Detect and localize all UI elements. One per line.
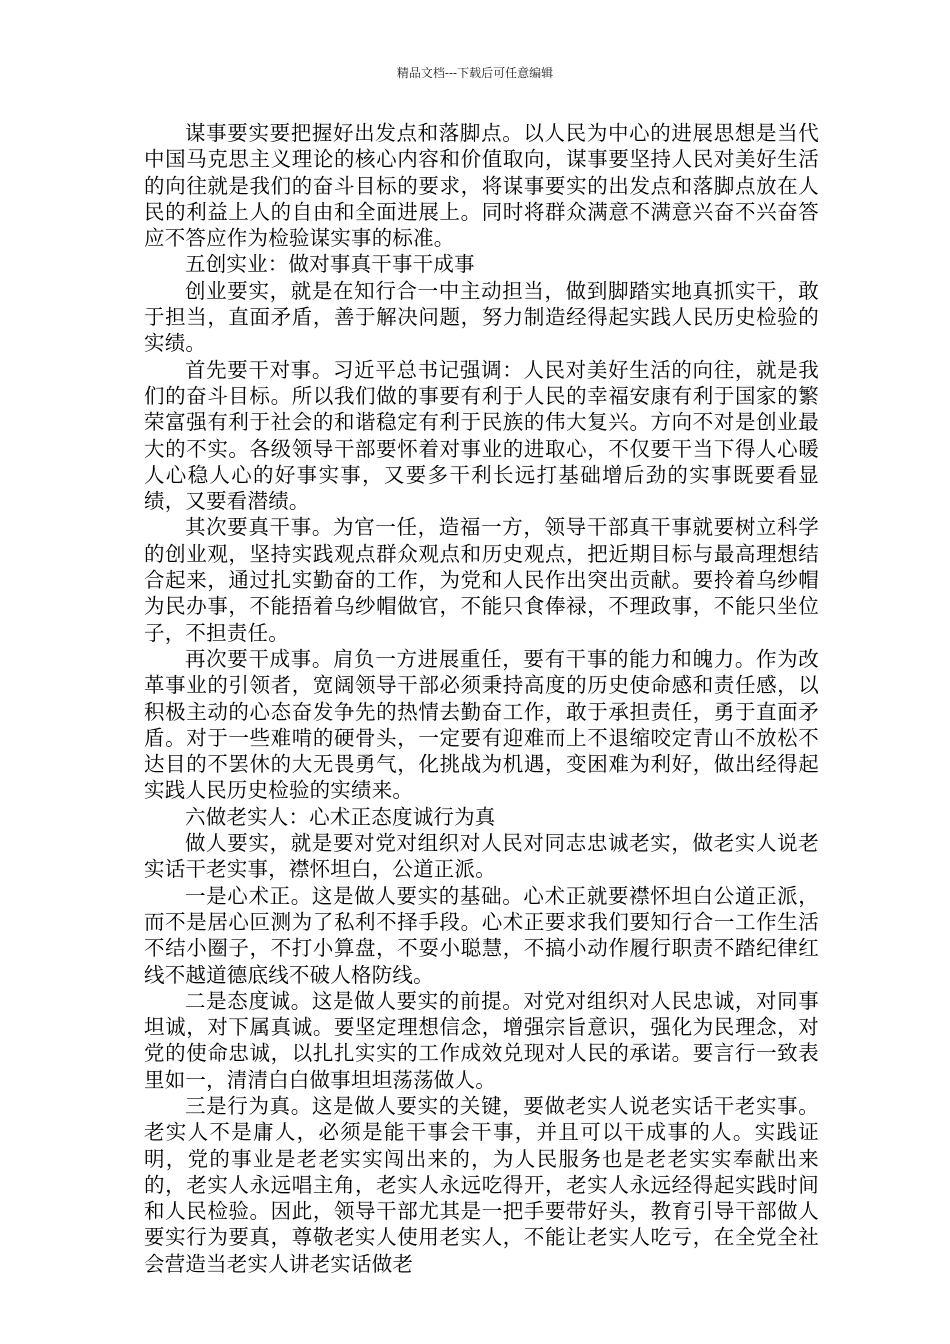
page-header: 精品文档---下载后可任意编辑 xyxy=(396,66,554,80)
paragraph-get-things-done: 再次要干成事。肩负一方进展重任，要有干事的能力和魄力。作为改革事业的引领者，宽阔领导干部必须秉持高度的历史使命感和责任感，以积极主动的心态奋发争先的热情去勤奋工作，敢于承担责任，勇于直面矛盾。对于一些难啃的硬骨头，一定要有迎难而上不退缩咬定青山不放松不达目的不罢休的大无畏勇气，化挑战为机遇，变困难为利好，做出经得起实践人民历史检验的实绩来。 xyxy=(144,646,819,803)
paragraph-sincere-attitude: 二是态度诚。这是做人要实的前提。对党对组织对人民忠诚，对同事坦诚，对下属真诚。要坚定理想信念，增强宗旨意识，强化为民理念，对党的使命忠诚，以扎扎实实的工作成效兑现对人民的承诺。要言行一致表里如一，清清白白做事坦坦荡荡做人。 xyxy=(144,988,819,1092)
paragraph-really-do-things: 其次要真干事。为官一任，造福一方，领导干部真干事就要树立科学的创业观，坚持实践观点群众观点和历史观点，把近期目标与最高理想结合起来，通过扎实勤奋的工作，为党和人民作出突出贡献。要拎着乌纱帽为民办事，不能捂着乌纱帽做官，不能只食俸禄，不理政事，不能只坐位子，不担责任。 xyxy=(144,515,819,645)
paragraph-be-honest-person: 做人要实，就是要对党对组织对人民对同志忠诚老实，做老实人说老实话干老实事，襟怀坦白，公道正派。 xyxy=(144,831,819,882)
section-heading-six: 六做老实人：心术正态度诚行为真 xyxy=(185,804,496,829)
paragraph-planning-practical: 谋事要实要把握好出发点和落脚点。以人民为中心的进展思想是当代中国马克思主义理论的核心内容和价值取向，谋事要坚持人民对美好生活的向往就是我们的奋斗目标的要求，将谋事要实的出发点和落脚点放在人民的利益上人的自由和全面进展上。同时将群众满意不满意兴奋不兴奋答应不答应作为检验谋实事的标准。 xyxy=(144,121,819,251)
paragraph-genuine-conduct: 三是行为真。这是做人要实的关键，要做老实人说老实话干老实事。老实人不是庸人，必须是能干事会干事，并且可以干成事的人。实践证明，党的事业是老老实实闯出来的，为人民服务也是老老实实奉献出来的，老实人永远唱主角，老实人永远吃得开，老实人永远经得起实践时间和人民检验。因此，领导干部尤其是一把手要带好头，教育引导干部做人要实行为要真，尊敬老实人使用老实人，不能让老实人吃亏，在全党全社会营造当老实人讲老实话做老 xyxy=(144,1093,819,1276)
paragraph-do-right-things: 首先要干对事。习近平总书记强调：人民对美好生活的向往，就是我们的奋斗目标。所以我们做的事要有利于人民的幸福安康有利于国家的繁荣富强有利于社会的和谐稳定有利于民族的伟大复兴。方向不对是创业最大的不实。各级领导干部要怀着对事业的进取心，不仅要干当下得人心暖人心稳人心的好事实事，又要多干利长远打基础增后劲的实事既要看显绩，又要看潜绩。 xyxy=(144,357,819,514)
section-heading-five: 五创实业：做对事真干事干成事 xyxy=(185,252,475,277)
paragraph-upright-mind: 一是心术正。这是做人要实的基础。心术正就要襟怀坦白公道正派，而不是居心叵测为了私利不择手段。心术正要求我们要知行合一工作生活不结小圈子，不打小算盘，不耍小聪慧，不搞小动作履行职责不踏纪律红线不越道德底线不破人格防线。 xyxy=(144,883,819,987)
paragraph-entrepreneurship-practical: 创业要实，就是在知行合一中主动担当，做到脚踏实地真抓实干，敢于担当，直面矛盾，善于解决问题，努力制造经得起实践人民历史检验的实绩。 xyxy=(144,278,819,356)
document-body xyxy=(144,120,819,1277)
